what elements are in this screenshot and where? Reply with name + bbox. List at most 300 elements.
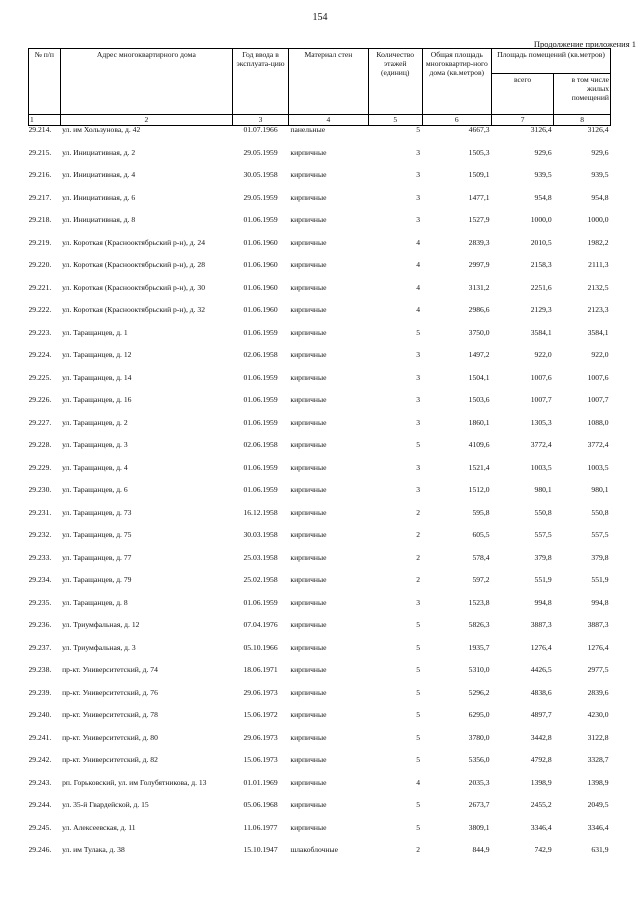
address-cell: ул. Таращанцев, д. 3 [62, 441, 128, 449]
page-number: 154 [312, 12, 328, 23]
material-cell: кирпичные [290, 553, 327, 562]
floors-cell: 5 [416, 733, 421, 742]
premises-all-cell: 954,8 [534, 193, 552, 202]
premises-all-cell: 980,1 [534, 486, 552, 494]
premises-all-cell: 2129,3 [530, 306, 552, 314]
residential-area-cell: 922,0 [591, 351, 609, 359]
material-cell: кирпичные [290, 598, 327, 607]
address-cell: ул. Триумфальная, д. 3 [62, 643, 136, 652]
header-material: Материал стен [288, 49, 368, 115]
row-number: 29.226. [28, 396, 52, 404]
total-area-cell: 1504,1 [468, 373, 490, 382]
residential-area-cell: 1007,6 [587, 373, 609, 382]
table-row [29, 846, 611, 869]
column-number-row [29, 115, 611, 126]
column-number: 7 [492, 115, 554, 126]
residential-area-cell: 2111,3 [588, 261, 609, 269]
total-area-cell: 3750,0 [468, 328, 490, 337]
table-row [29, 239, 611, 262]
material-cell: кирпичные [290, 801, 327, 809]
residential-area-cell: 3887,3 [587, 621, 609, 629]
row-number: 29.219. [28, 238, 52, 247]
material-cell: кирпичные [290, 216, 327, 224]
total-area-cell: 2986,6 [468, 306, 490, 314]
table-row [29, 509, 611, 532]
header-num: № п/п [29, 49, 61, 115]
premises-all-cell: 1305,3 [530, 418, 552, 427]
residential-area-cell: 550,8 [591, 508, 609, 517]
total-area-cell: 1512,0 [468, 486, 490, 494]
floors-cell: 5 [416, 711, 421, 719]
address-cell: ул. Таращанцев, д. 12 [62, 351, 132, 359]
residential-area-cell: 557,5 [591, 531, 609, 539]
floors-cell: 4 [416, 261, 421, 269]
premises-all-cell: 3346,4 [530, 823, 552, 832]
floors-cell: 5 [416, 801, 421, 809]
total-area-cell: 5296,2 [468, 688, 490, 697]
residential-area-cell: 1000,0 [587, 216, 609, 224]
year-cell: 18.06.1971 [243, 666, 278, 674]
header-year: Год ввода в эксплуата-цию [233, 49, 289, 115]
column-number: 8 [554, 115, 611, 126]
total-area-cell: 1521,4 [468, 463, 490, 472]
table-row [29, 576, 611, 599]
continuation-note: Продолжение приложения 1 [533, 39, 636, 49]
floors-cell: 2 [416, 508, 421, 517]
material-cell: кирпичные [290, 238, 327, 247]
floors-cell: 2 [416, 846, 421, 854]
floors-cell: 3 [416, 171, 421, 179]
premises-all-cell: 3887,3 [530, 621, 552, 629]
floors-cell: 5 [416, 621, 421, 629]
premises-all-cell: 2251,6 [530, 283, 552, 292]
floors-cell: 5 [416, 666, 421, 674]
floors-cell: 3 [416, 418, 421, 427]
table-row [29, 216, 611, 239]
floors-cell: 3 [416, 486, 421, 494]
premises-all-cell: 3126,4 [530, 125, 552, 134]
floors-cell: 5 [416, 688, 421, 697]
row-number: 29.222. [28, 306, 52, 314]
floors-cell: 3 [416, 598, 421, 607]
material-cell: кирпичные [290, 733, 327, 742]
floors-cell: 2 [416, 553, 421, 562]
table-row [29, 779, 611, 802]
total-area-cell: 5826,3 [468, 621, 490, 629]
year-cell: 05.06.1968 [243, 801, 278, 809]
year-cell: 30.03.1958 [243, 531, 278, 539]
material-cell: кирпичные [290, 576, 327, 584]
residential-area-cell: 2977,5 [587, 666, 609, 674]
column-number: 2 [60, 115, 233, 126]
year-cell: 01.06.1959 [243, 598, 278, 607]
table-row [29, 306, 611, 329]
residential-area-cell: 3126,4 [587, 125, 609, 134]
floors-cell: 3 [416, 148, 421, 157]
premises-all-cell: 1007,7 [530, 396, 552, 404]
material-cell: кирпичные [290, 621, 327, 629]
year-cell: 01.06.1960 [243, 238, 278, 247]
column-number: 5 [368, 115, 422, 126]
total-area-cell: 2673,7 [468, 801, 490, 809]
residential-area-cell: 2123,3 [587, 306, 609, 314]
material-cell: кирпичные [290, 688, 327, 697]
row-number: 29.220. [28, 261, 52, 269]
row-number: 29.242. [28, 756, 52, 764]
total-area-cell: 1503,6 [468, 396, 490, 404]
floors-cell: 3 [416, 463, 421, 472]
material-cell: кирпичные [290, 351, 327, 359]
total-area-cell: 1509,1 [468, 171, 490, 179]
year-cell: 15.06.1973 [243, 756, 278, 764]
row-number: 29.221. [28, 283, 52, 292]
year-cell: 05.10.1966 [243, 643, 278, 652]
table-row [29, 464, 611, 487]
residential-area-cell: 3346,4 [587, 823, 609, 832]
total-area-cell: 6295,0 [468, 711, 490, 719]
total-area-cell: 578,4 [472, 553, 490, 562]
header-premises-all: всего [492, 74, 554, 115]
material-cell: кирпичные [290, 396, 327, 404]
row-number: 29.244. [28, 801, 52, 809]
row-number: 29.246. [28, 846, 52, 854]
row-number: 29.245. [28, 823, 52, 832]
premises-all-cell: 557,5 [534, 531, 552, 539]
year-cell: 25.03.1958 [243, 553, 278, 562]
row-number: 29.230. [28, 486, 52, 494]
table-row [29, 261, 611, 284]
total-area-cell: 2839,3 [468, 238, 490, 247]
address-cell: ул. Короткая (Краснооктябрьский р-н), д. 24 [62, 238, 206, 247]
material-cell: кирпичные [290, 643, 327, 652]
premises-all-cell: 1007,6 [530, 373, 552, 382]
total-area-cell: 3809,1 [468, 823, 490, 832]
address-cell: ул. Таращанцев, д. 6 [62, 486, 128, 494]
table-row [29, 689, 611, 712]
row-number: 29.216. [28, 171, 52, 179]
year-cell: 07.04.1976 [243, 621, 278, 629]
premises-all-cell: 551,9 [534, 576, 552, 584]
year-cell: 16.12.1958 [243, 508, 278, 517]
row-number: 29.237. [28, 643, 52, 652]
address-cell: ул. 35-й Гвардейской, д. 15 [62, 801, 149, 809]
total-area-cell: 3131,2 [468, 283, 490, 292]
premises-all-cell: 3442,8 [530, 733, 552, 742]
premises-all-cell: 742,9 [534, 846, 552, 854]
total-area-cell: 2997,9 [468, 261, 490, 269]
row-number: 29.217. [28, 193, 52, 202]
residential-area-cell: 929,6 [591, 148, 609, 157]
residential-area-cell: 379,8 [591, 553, 609, 562]
residential-area-cell: 954,8 [591, 193, 609, 202]
address-cell: ул. Таращанцев, д. 77 [62, 553, 132, 562]
premises-all-cell: 922,0 [534, 351, 552, 359]
table-row [29, 149, 611, 172]
table-row [29, 801, 611, 824]
floors-cell: 5 [416, 441, 421, 449]
material-cell: кирпичные [290, 666, 327, 674]
material-cell: кирпичные [290, 756, 327, 764]
year-cell: 15.06.1972 [243, 711, 278, 719]
table-row [29, 486, 611, 509]
address-cell: ул. Алексеевская, д. 11 [62, 823, 136, 832]
total-area-cell: 3780,0 [468, 733, 490, 742]
header-premises-residential: в том числе жилых помещений [554, 74, 611, 115]
row-number: 29.218. [28, 216, 52, 224]
material-cell: панельные [290, 125, 326, 134]
total-area-cell: 4109,6 [468, 441, 490, 449]
address-cell: пр-кт. Университетский, д. 74 [62, 666, 158, 674]
floors-cell: 3 [416, 216, 421, 224]
premises-all-cell: 2455,2 [530, 801, 552, 809]
premises-all-cell: 2010,5 [530, 238, 552, 247]
table-row [29, 419, 611, 442]
table-row [29, 374, 611, 397]
row-number: 29.241. [28, 733, 52, 742]
total-area-cell: 1477,1 [468, 193, 490, 202]
floors-cell: 4 [416, 778, 421, 787]
residential-area-cell: 631,9 [591, 846, 609, 854]
table-row [29, 284, 611, 307]
row-number: 29.223. [28, 328, 52, 337]
residential-area-cell: 994,8 [591, 598, 609, 607]
column-number: 3 [233, 115, 289, 126]
header-address: Адрес многоквартирного дома [60, 49, 233, 115]
year-cell: 29.06.1973 [243, 733, 278, 742]
row-number: 29.232. [28, 531, 52, 539]
year-cell: 29.06.1973 [243, 688, 278, 697]
row-number: 29.229. [28, 463, 52, 472]
year-cell: 01.06.1959 [243, 328, 278, 337]
material-cell: кирпичные [290, 418, 327, 427]
floors-cell: 5 [416, 643, 421, 652]
total-area-cell: 1505,3 [468, 148, 490, 157]
total-area-cell: 605,5 [472, 531, 490, 539]
year-cell: 01.06.1960 [243, 306, 278, 314]
residential-area-cell: 2132,5 [587, 283, 609, 292]
premises-all-cell: 4792,8 [530, 756, 552, 764]
residential-area-cell: 1088,0 [587, 418, 609, 427]
row-number: 29.228. [28, 441, 52, 449]
housing-table [28, 48, 611, 869]
address-cell: пр-кт. Университетский, д. 78 [62, 711, 158, 719]
address-cell: ул. им Тулака, д. 38 [62, 846, 125, 854]
table-row [29, 329, 611, 352]
total-area-cell: 1860,1 [468, 418, 490, 427]
premises-all-cell: 4897,7 [530, 711, 552, 719]
address-cell: ул. Короткая (Краснооктябрьский р-н), д. 32 [62, 306, 206, 314]
total-area-cell: 1523,8 [468, 598, 490, 607]
row-number: 29.214. [28, 125, 52, 134]
material-cell: кирпичные [290, 486, 327, 494]
address-cell: ул. Таращанцев, д. 79 [62, 576, 132, 584]
address-cell: ул. Таращанцев, д. 1 [62, 328, 128, 337]
material-cell: кирпичные [290, 823, 327, 832]
premises-all-cell: 3772,4 [530, 441, 552, 449]
address-cell: ул. Таращанцев, д. 4 [62, 463, 128, 472]
floors-cell: 4 [416, 283, 421, 292]
residential-area-cell: 4230,0 [587, 711, 609, 719]
year-cell: 01.06.1959 [243, 418, 278, 427]
row-number: 29.236. [28, 621, 52, 629]
residential-area-cell: 1276,4 [587, 643, 609, 652]
premises-all-cell: 1398,9 [530, 778, 552, 787]
address-cell: ул. Таращанцев, д. 73 [62, 508, 132, 517]
material-cell: кирпичные [290, 193, 327, 202]
table-row [29, 666, 611, 689]
table-row [29, 824, 611, 847]
year-cell: 02.06.1958 [243, 351, 278, 359]
header-floors: Количество этажей (единиц) [368, 49, 422, 115]
floors-cell: 4 [416, 238, 421, 247]
row-number: 29.235. [28, 598, 52, 607]
premises-all-cell: 1003,5 [530, 463, 552, 472]
material-cell: кирпичные [290, 373, 327, 382]
address-cell: ул. Инициативная, д. 6 [62, 193, 136, 202]
floors-cell: 5 [416, 756, 421, 764]
material-cell: кирпичные [290, 148, 327, 157]
year-cell: 29.05.1959 [243, 193, 278, 202]
premises-all-cell: 1000,0 [530, 216, 552, 224]
total-area-cell: 2035,3 [468, 778, 490, 787]
table-row [29, 194, 611, 217]
premises-all-cell: 994,8 [534, 598, 552, 607]
table-row [29, 734, 611, 757]
floors-cell: 3 [416, 396, 421, 404]
total-area-cell: 595,8 [472, 508, 490, 517]
table-row [29, 599, 611, 622]
premises-all-cell: 550,8 [534, 508, 552, 517]
material-cell: кирпичные [290, 711, 327, 719]
residential-area-cell: 939,5 [591, 171, 609, 179]
premises-all-cell: 2158,3 [530, 261, 552, 269]
material-cell: кирпичные [290, 261, 327, 269]
premises-all-cell: 3584,1 [530, 328, 552, 337]
total-area-cell: 1527,9 [468, 216, 490, 224]
address-cell: пр-кт. Университетский, д. 76 [62, 688, 158, 697]
residential-area-cell: 2049,5 [587, 801, 609, 809]
year-cell: 01.06.1960 [243, 283, 278, 292]
address-cell: пр-кт. Университетский, д. 80 [62, 733, 158, 742]
table-row [29, 441, 611, 464]
total-area-cell: 4667,3 [468, 125, 490, 134]
address-cell: ул. Таращанцев, д. 14 [62, 373, 132, 382]
material-cell: кирпичные [290, 531, 327, 539]
premises-all-cell: 1276,4 [530, 643, 552, 652]
address-cell: ул. Инициативная, д. 8 [62, 216, 136, 224]
total-area-cell: 5310,0 [468, 666, 490, 674]
table-row [29, 351, 611, 374]
year-cell: 25.02.1958 [243, 576, 278, 584]
residential-area-cell: 551,9 [591, 576, 609, 584]
year-cell: 15.10.1947 [243, 846, 278, 854]
row-number: 29.225. [28, 373, 52, 382]
floors-cell: 4 [416, 306, 421, 314]
year-cell: 11.06.1977 [243, 823, 278, 832]
material-cell: кирпичные [290, 778, 327, 787]
residential-area-cell: 3584,1 [587, 328, 609, 337]
year-cell: 01.01.1969 [243, 778, 278, 787]
year-cell: 01.06.1959 [243, 396, 278, 404]
premises-all-cell: 4426,5 [530, 666, 552, 674]
row-number: 29.243. [28, 778, 52, 787]
table-row [29, 621, 611, 644]
premises-all-cell: 379,8 [534, 553, 552, 562]
material-cell: кирпичные [290, 441, 327, 449]
table-row [29, 554, 611, 577]
table-row [29, 711, 611, 734]
table-row [29, 531, 611, 554]
header-total-area: Общая площадь многоквартир-ного дома (кв.метров) [422, 49, 491, 115]
floors-cell: 5 [416, 125, 421, 134]
material-cell: кирпичные [290, 508, 327, 517]
year-cell: 01.06.1959 [243, 486, 278, 494]
premises-all-cell: 939,5 [534, 171, 552, 179]
material-cell: шлакоблочные [290, 846, 338, 854]
row-number: 29.240. [28, 711, 52, 719]
table-row [29, 756, 611, 779]
material-cell: кирпичные [290, 171, 327, 179]
residential-area-cell: 3772,4 [587, 441, 609, 449]
material-cell: кирпичные [290, 306, 327, 314]
header-premises-area: Площадь помещений (кв.метров) [492, 49, 611, 74]
residential-area-cell: 3328,7 [587, 756, 609, 764]
residential-area-cell: 1398,9 [587, 778, 609, 787]
address-cell: ул. Таращанцев, д. 2 [62, 418, 128, 427]
row-number: 29.215. [28, 148, 52, 157]
address-cell: ул. Короткая (Краснооктябрьский р-н), д. 28 [62, 261, 206, 269]
floors-cell: 3 [416, 351, 421, 359]
total-area-cell: 844,9 [472, 846, 490, 854]
address-cell: пр-кт. Университетский, д. 82 [62, 756, 158, 764]
total-area-cell: 1497,2 [468, 351, 490, 359]
material-cell: кирпичные [290, 463, 327, 472]
table-row [29, 126, 611, 149]
floors-cell: 5 [416, 328, 421, 337]
residential-area-cell: 3122,8 [587, 733, 609, 742]
total-area-cell: 1935,7 [468, 643, 490, 652]
premises-all-cell: 4838,6 [530, 688, 552, 697]
row-number: 29.227. [28, 418, 52, 427]
address-cell: рп. Горьковский, ул. им Голубятникова, д. 13 [62, 778, 207, 787]
residential-area-cell: 2839,6 [587, 688, 609, 697]
year-cell: 01.06.1959 [243, 216, 278, 224]
row-number: 29.231. [28, 508, 52, 517]
year-cell: 02.06.1958 [243, 441, 278, 449]
column-number: 6 [422, 115, 491, 126]
table-row [29, 171, 611, 194]
row-number: 29.239. [28, 688, 52, 697]
address-cell: ул. Инициативная, д. 4 [62, 171, 136, 179]
year-cell: 01.06.1959 [243, 373, 278, 382]
year-cell: 01.06.1959 [243, 463, 278, 472]
residential-area-cell: 980,1 [591, 486, 609, 494]
row-number: 29.234. [28, 576, 52, 584]
residential-area-cell: 1007,7 [587, 396, 609, 404]
address-cell: ул. Таращанцев, д. 75 [62, 531, 132, 539]
floors-cell: 5 [416, 823, 421, 832]
material-cell: кирпичные [290, 283, 327, 292]
address-cell: ул. Таращанцев, д. 8 [62, 598, 128, 607]
year-cell: 01.06.1960 [243, 261, 278, 269]
address-cell: ул. Короткая (Краснооктябрьский р-н), д. 30 [62, 283, 206, 292]
column-number: 4 [288, 115, 368, 126]
table-row [29, 396, 611, 419]
row-number: 29.233. [28, 553, 52, 562]
address-cell: ул. Триумфальная, д. 12 [62, 621, 140, 629]
residential-area-cell: 1003,5 [587, 463, 609, 472]
table-row [29, 644, 611, 667]
